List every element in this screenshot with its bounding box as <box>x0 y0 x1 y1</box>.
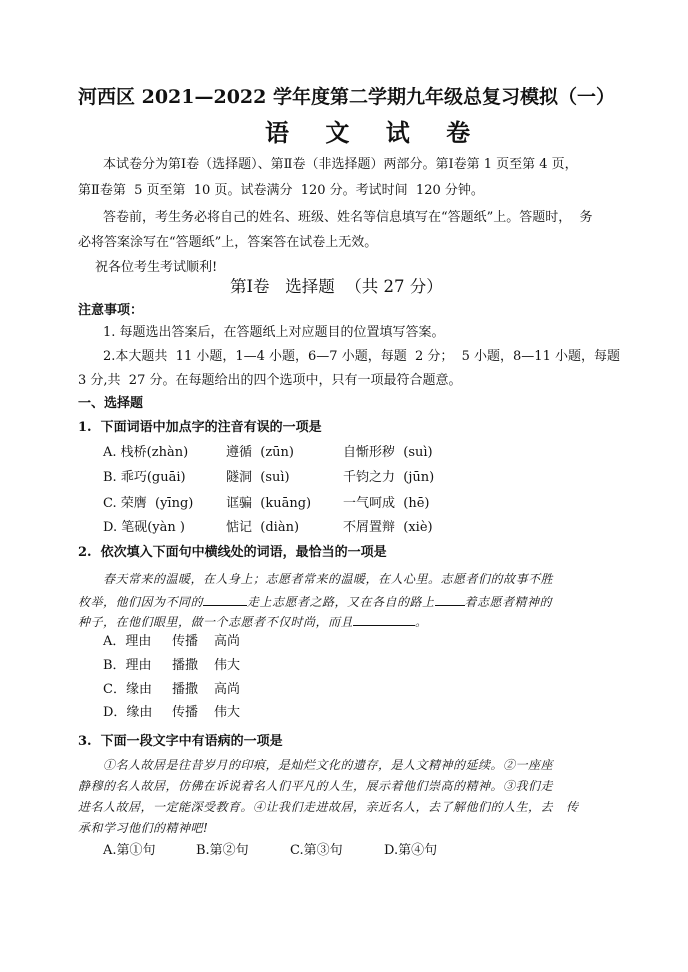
q3-passage-line-2: 静穆的名人故居，仿佛在诉说着名人们平凡的人生，展示着他们崇高的精神。③我们走 <box>78 779 554 793</box>
q1-d-word1: D. 笔砚(yàn ) <box>103 520 185 535</box>
notes-title: 注意事项： <box>78 303 144 318</box>
q3-passage-line-4: 承和学习他们的精神吧! <box>78 821 209 835</box>
q3-stem: 3. 下面一段文字中有语病的一项是 <box>78 734 283 749</box>
blank-2[interactable] <box>435 594 465 606</box>
q1-c-word3: 一气呵成 (hē) <box>343 496 430 511</box>
note-2-line-1: 2.本大题共 11 小题，1—4 小题，6—7 小题，每题 2 分； 5 小题，8—11 小题，每题 <box>103 349 620 364</box>
exam-title: 河西区 2021—2022 学年度第二学期九年级总复习模拟（一） <box>78 86 615 108</box>
q1-d-word3: 不屑置辩 (xiè) <box>343 520 433 535</box>
q1-b-word1: B. 乖巧(guāi) <box>103 470 186 485</box>
note-1: 1. 每题选出答案后，在答题纸上对应题目的位置填写答案。 <box>103 325 445 340</box>
q3-option-a[interactable]: A.第①句 <box>103 843 156 858</box>
q2-passage-line-1: 春天常来的温暖，在人身上；志愿者常来的温暖，在人心里。志愿者们的故事不胜 <box>103 572 554 586</box>
q2-b-w3: 伟大 <box>214 658 241 673</box>
q3-option-d[interactable]: D.第④句 <box>384 843 438 858</box>
q2-option-b[interactable] <box>103 659 152 672</box>
q1-a-word1: A. 栈桥(zhàn) <box>103 445 189 460</box>
q1-option-b[interactable] <box>103 471 186 484</box>
blank-1[interactable] <box>203 594 247 606</box>
q1-b-word2: 隧洞 (suì) <box>226 470 290 485</box>
q2-passage-line-2 <box>78 594 552 608</box>
q1-a-word2: 遵循 (zūn) <box>226 445 295 460</box>
section-heading: 第Ⅰ卷 选择题 （共 27 分） <box>230 277 443 296</box>
q1-stem: 1. 下面词语中加点字的注音有误的一项是 <box>78 420 322 435</box>
q2-passage-seg-4: 种子，在他们眼里，做一个志愿者不仅时尚，而且 <box>78 615 354 629</box>
intro-line-2: 第Ⅱ卷第 5 页至第 10 页。试卷满分 120 分。考试时间 120 分钟。 <box>78 183 484 198</box>
q3-option-c[interactable]: C.第③句 <box>290 843 343 858</box>
q2-c-w1: C．缘由 <box>103 682 152 697</box>
q2-passage-seg-3: 着志愿者精神的 <box>464 595 553 609</box>
intro-line-3: 答卷前，考生务必将自己的姓名、班级、姓名等信息填写在“答题纸”上。答题时， 务 <box>103 210 593 225</box>
q2-passage-line-3 <box>78 614 428 628</box>
q2-stem: 2. 依次填入下面句中横线处的词语，最恰当的一项是 <box>78 545 387 560</box>
part-heading: 一、选择题 <box>78 396 144 411</box>
q1-option-c[interactable] <box>103 497 193 510</box>
q1-option-d[interactable] <box>103 521 185 534</box>
q2-c-w2: 播撒 <box>172 682 199 697</box>
exam-subject: 语 文 试 卷 <box>265 118 485 147</box>
q1-option-a[interactable] <box>103 446 188 459</box>
q1-c-word1: C. 荣膺 (yīng) <box>103 496 194 511</box>
intro-line-4: 必将答案涂写在“答题纸”上，答案答在试卷上无效。 <box>78 235 378 250</box>
intro-line-5: 祝各位考生考试顺利! <box>95 260 218 275</box>
q1-b-word3: 千钧之力 (jūn) <box>343 470 435 485</box>
q3-option-b[interactable]: B.第②句 <box>196 843 249 858</box>
q2-passage-seg-1: 枚举，他们因为不同的 <box>78 595 204 609</box>
q2-a-w3: 高尚 <box>214 634 241 649</box>
q3-passage-line-1: ①名人故居是往昔岁月的印痕，是灿烂文化的遗存，是人文精神的延续。②一座座 <box>103 758 554 772</box>
q2-d-w1: D．缘由 <box>103 705 153 720</box>
q2-option-d[interactable] <box>103 706 152 719</box>
q2-d-w2: 传播 <box>172 705 199 720</box>
q3-passage-line-3: 进名人故居，一定能深受教育。④让我们走进故居，亲近名人，去了解他们的人生，去 传 <box>78 800 579 814</box>
q1-d-word2: 惦记 (diàn) <box>226 520 300 535</box>
q2-a-w1: A．理由 <box>103 634 152 649</box>
q2-d-w3: 伟大 <box>214 705 241 720</box>
q1-c-word2: 诓骗 (kuāng) <box>226 496 312 511</box>
q2-b-w2: 播撒 <box>172 658 199 673</box>
q2-passage-seg-5: 。 <box>415 615 428 629</box>
intro-line-1: 本试卷分为第Ⅰ卷（选择题）、第Ⅱ卷（非选择题）两部分。第Ⅰ卷第 1 页至第 4 页， <box>103 157 578 172</box>
note-2-line-2: 3 分,共 27 分。在每题给出的四个选项中，只有一项最符合题意。 <box>78 373 462 388</box>
blank-3[interactable] <box>353 614 415 626</box>
q2-option-c[interactable] <box>103 683 152 696</box>
q2-option-a[interactable] <box>103 635 151 648</box>
q2-passage-seg-2: 走上志愿者之路，又在各自的路上 <box>247 595 435 609</box>
q2-a-w2: 传播 <box>172 634 199 649</box>
q2-b-w1: B．理由 <box>103 658 152 673</box>
q2-c-w3: 高尚 <box>214 682 241 697</box>
q1-a-word3: 自惭形秽 (suì) <box>343 445 433 460</box>
